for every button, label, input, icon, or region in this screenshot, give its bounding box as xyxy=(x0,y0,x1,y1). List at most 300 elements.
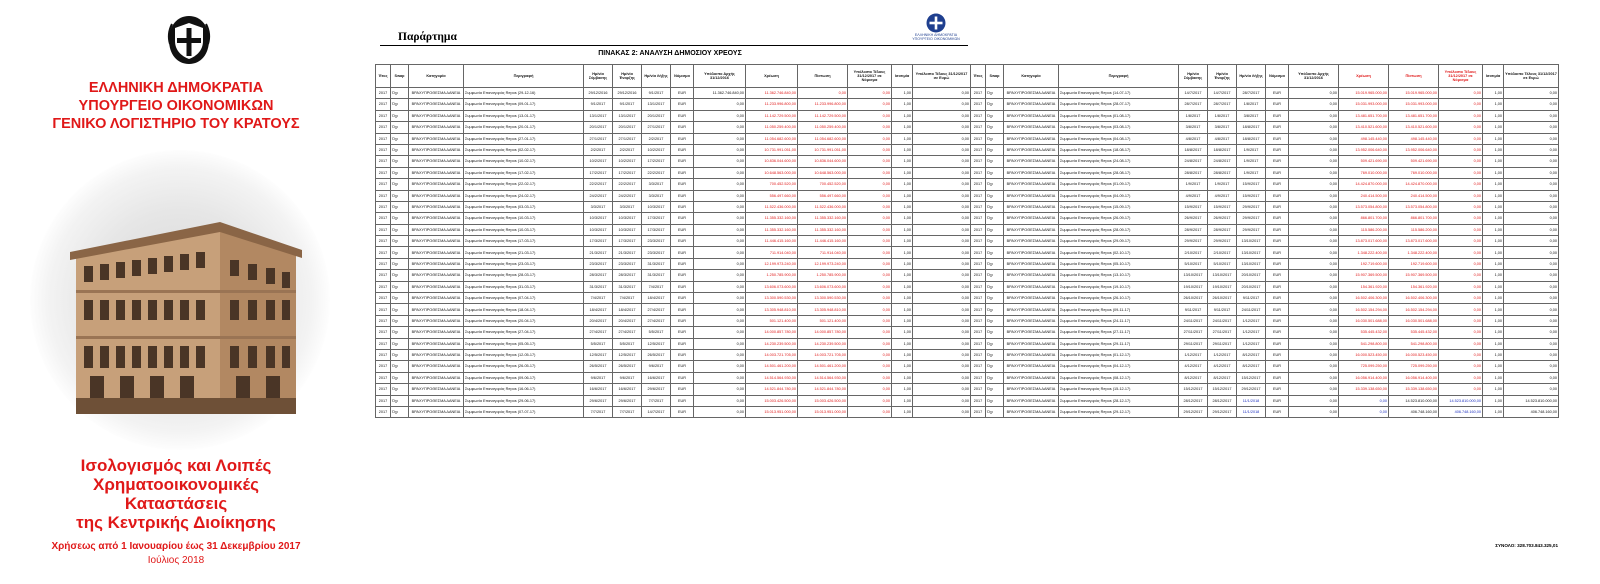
table-cell: 11.054.682.600,00 xyxy=(746,133,798,144)
table-cell: 0,00 xyxy=(1439,110,1483,121)
table-cell: Συμφωνία Επαναγοράς Repos (07-04-17) xyxy=(464,293,584,304)
table-row xyxy=(376,270,971,281)
table-cell: 0,00 xyxy=(694,406,746,417)
table-cell: 556.497.660,00 xyxy=(746,190,798,201)
table-cell: 0,00 xyxy=(848,133,892,144)
table-cell: 2017 xyxy=(971,179,986,190)
table-cell: 27/11/2017 xyxy=(1208,327,1237,338)
table-cell: 0,00 xyxy=(694,270,746,281)
table-cell: 0,00 xyxy=(913,372,971,383)
table-cell: 24/2/2017 xyxy=(584,190,613,201)
table-cell: 2/2/2017 xyxy=(642,133,671,144)
table-cell: 8/12/2017 xyxy=(1237,361,1266,372)
column-header: Κατηγορία xyxy=(409,65,464,88)
table-cell: Όχι xyxy=(986,156,1004,167)
table-cell: 1,00 xyxy=(892,395,913,406)
table-cell: 11.233.996.800,00 xyxy=(798,99,848,110)
table-cell: 15.003.426.500,00 xyxy=(746,395,798,406)
table-cell: EUR xyxy=(671,156,694,167)
table-cell: 0,00 xyxy=(913,236,971,247)
table-cell: 18/8/2017 xyxy=(1179,144,1208,155)
table-cell: 4/8/2017 xyxy=(1208,133,1237,144)
ministry-building-image xyxy=(70,218,302,414)
table-cell: 0,00 xyxy=(1504,144,1559,155)
table-row xyxy=(971,179,1559,190)
table-cell: 0,00 xyxy=(1439,99,1483,110)
table-cell: 11.142.729.500,00 xyxy=(798,110,848,121)
table-cell: 2017 xyxy=(376,395,391,406)
table-cell: 18/4/2017 xyxy=(584,304,613,315)
table-cell: 0,00 xyxy=(1504,338,1559,349)
table-cell: 12.199.973.240,00 xyxy=(746,258,798,269)
table-cell: 1,00 xyxy=(892,270,913,281)
table-cell: Συμφωνία Επαναγοράς Repos (20-04-17) xyxy=(464,315,584,326)
table-cell: 0,00 xyxy=(694,361,746,372)
table-cell: 13/10/2017 xyxy=(1237,258,1266,269)
table-cell: 18/4/2017 xyxy=(642,293,671,304)
table-cell: 1.250.785.900,00 xyxy=(798,270,848,281)
table-cell: 17/3/2017 xyxy=(584,236,613,247)
table-cell: 20/1/2017 xyxy=(613,122,642,133)
table-cell: 9/6/2017 xyxy=(613,372,642,383)
table-row xyxy=(376,258,971,269)
table-cell: 9/1/2017 xyxy=(642,88,671,99)
table-cell: 1,00 xyxy=(892,384,913,395)
table-cell: 0,00 xyxy=(1439,384,1483,395)
table-cell: 509.421.690,00 xyxy=(1339,156,1389,167)
table-cell: 3/8/2017 xyxy=(1208,122,1237,133)
column-header: Ημ/νία Έναρξης xyxy=(1208,65,1237,88)
table-cell: 4/9/2017 xyxy=(1208,190,1237,201)
table-row xyxy=(376,293,971,304)
table-cell: 24/2/2017 xyxy=(613,190,642,201)
table-cell: 16.030.501.688,00 xyxy=(1389,315,1439,326)
table-row xyxy=(376,110,971,121)
table-cell: 541.298.800,00 xyxy=(1389,338,1439,349)
report-title-line-1: Ισολογισμός και Λοιπές xyxy=(80,456,272,475)
table-cell: Συμφωνία Επαναγοράς Repos (04-08-17) xyxy=(1059,133,1179,144)
table-cell: 115.586.200,00 xyxy=(1389,224,1439,235)
table-cell: 2017 xyxy=(971,236,986,247)
table-cell: 14.521.844.780,00 xyxy=(798,384,848,395)
table-row xyxy=(376,213,971,224)
table-cell: 0,00 xyxy=(694,224,746,235)
table-cell: 9/11/2017 xyxy=(1237,293,1266,304)
table-cell: 0,00 xyxy=(848,122,892,133)
table-cell: 2017 xyxy=(971,258,986,269)
table-cell: 29/6/2017 xyxy=(584,395,613,406)
table-cell: 14.424.870.000,00 xyxy=(1389,179,1439,190)
table-cell: 2017 xyxy=(971,144,986,155)
table-cell: 3/3/2017 xyxy=(642,179,671,190)
table-cell: 0,00 xyxy=(1504,99,1559,110)
table-cell: ΒΡΑΧΥΠΡΟΘΕΣΜΑ ΔΑΝΕΙΑ xyxy=(1004,270,1059,281)
table-cell: ΒΡΑΧΥΠΡΟΘΕΣΜΑ ΔΑΝΕΙΑ xyxy=(1004,327,1059,338)
table-cell: 7/4/2017 xyxy=(584,293,613,304)
table-cell: 13.573.054.800,00 xyxy=(1339,201,1389,212)
table-cell: 535.445.432,00 xyxy=(1339,327,1389,338)
table-cell: 13.300.590.530,00 xyxy=(746,293,798,304)
table-cell: 2017 xyxy=(376,361,391,372)
table-cell: 1,00 xyxy=(1483,133,1504,144)
table-cell: 24/11/2017 xyxy=(1179,315,1208,326)
ministry-logo-text xyxy=(900,33,972,41)
table-cell: EUR xyxy=(1266,395,1289,406)
table-cell: 15/12/2017 xyxy=(1208,384,1237,395)
table-cell: 1,00 xyxy=(1483,213,1504,224)
table-cell: EUR xyxy=(1266,224,1289,235)
table-cell: 13.481.651.700,00 xyxy=(1339,110,1389,121)
table-cell: 28/7/2017 xyxy=(1208,99,1237,110)
table-cell: Συμφωνία Επαναγοράς Repos (09-06-17) xyxy=(464,372,584,383)
table-cell: 7/7/2017 xyxy=(584,406,613,417)
column-header: Χρέωση xyxy=(746,65,798,88)
table-row xyxy=(971,349,1559,360)
table-cell: Συμφωνία Επαναγοράς Repos (17-03-17) xyxy=(464,236,584,247)
table-cell: 0,00 xyxy=(913,133,971,144)
greek-coat-of-arms-icon xyxy=(163,14,215,66)
table-cell: 0,00 xyxy=(694,133,746,144)
table-cell: 2017 xyxy=(376,122,391,133)
table-cell: Συμφωνία Επαναγοράς Repos (15-12-17) xyxy=(1059,384,1179,395)
table-cell: EUR xyxy=(671,293,694,304)
table-cell: 28/3/2017 xyxy=(613,270,642,281)
table-cell: Όχι xyxy=(391,190,409,201)
table-cell: 1/12/2017 xyxy=(1237,327,1266,338)
table-cell: Όχι xyxy=(391,167,409,178)
table-cell: 14.514.564.930,00 xyxy=(746,372,798,383)
table-cell: 0,00 xyxy=(1504,179,1559,190)
table-cell: 0,00 xyxy=(848,179,892,190)
table-row xyxy=(971,122,1559,133)
table-cell: 15.907.369.500,00 xyxy=(1389,270,1439,281)
table-cell: 2017 xyxy=(971,338,986,349)
table-cell: 240.414.500,00 xyxy=(1339,190,1389,201)
table-cell: 1,00 xyxy=(892,281,913,292)
table-cell: EUR xyxy=(1266,361,1289,372)
table-cell: 27/1/2017 xyxy=(613,133,642,144)
table-cell: ΒΡΑΧΥΠΡΟΘΕΣΜΑ ΔΑΝΕΙΑ xyxy=(1004,224,1059,235)
table-cell: 17/3/2017 xyxy=(642,213,671,224)
cover-title-line-3: ΓΕΝΙΚΟ ΛΟΓΙΣΤΗΡΙΟ ΤΟΥ ΚΡΑΤΟΥΣ xyxy=(52,116,300,132)
table-row xyxy=(376,236,971,247)
report-title-line-2: Χρηματοοικονομικές xyxy=(93,475,259,494)
table-cell: Όχι xyxy=(391,338,409,349)
table-cell: 11.362.746.840,00 xyxy=(694,88,746,99)
table-cell: 0,00 xyxy=(1504,349,1559,360)
table-cell: ΒΡΑΧΥΠΡΟΘΕΣΜΑ ΔΑΝΕΙΑ xyxy=(409,122,464,133)
table-cell: 2017 xyxy=(376,406,391,417)
table-cell: 2017 xyxy=(376,110,391,121)
table-cell: Όχι xyxy=(986,213,1004,224)
table-cell: Όχι xyxy=(986,133,1004,144)
table-cell: ΒΡΑΧΥΠΡΟΘΕΣΜΑ ΔΑΝΕΙΑ xyxy=(1004,361,1059,372)
table-cell: 1,00 xyxy=(1483,406,1504,417)
column-header: Κατηγορία xyxy=(1004,65,1059,88)
table-cell: 18/4/2017 xyxy=(613,304,642,315)
table-cell: 0,00 xyxy=(848,224,892,235)
table-cell: 0,00 xyxy=(913,338,971,349)
table-cell: Όχι xyxy=(986,247,1004,258)
table-cell: Συμφωνία Επαναγοράς Repos (26-05-17) xyxy=(464,361,584,372)
table-cell: ΒΡΑΧΥΠΡΟΘΕΣΜΑ ΔΑΝΕΙΑ xyxy=(409,236,464,247)
table-cell: 0,00 xyxy=(913,395,971,406)
table-cell: 24/8/2017 xyxy=(1208,156,1237,167)
table-cell: 1,00 xyxy=(892,133,913,144)
table-row xyxy=(971,236,1559,247)
table-cell: 14.000.857.780,00 xyxy=(746,327,798,338)
table-cell: 14/7/2017 xyxy=(1208,88,1237,99)
table-cell: 0,00 xyxy=(913,247,971,258)
column-header: Ημ/νία Λήξης xyxy=(1237,65,1266,88)
table-cell: Συμφωνία Επαναγοράς Repos (15-09-17) xyxy=(1059,201,1179,212)
table-cell: 2017 xyxy=(971,372,986,383)
table-cell: 13/10/2017 xyxy=(1179,270,1208,281)
table-row xyxy=(376,247,971,258)
table-cell: 0,00 xyxy=(694,258,746,269)
table-cell: 0,00 xyxy=(1439,258,1483,269)
table-cell: 28/8/2017 xyxy=(1179,167,1208,178)
table-row xyxy=(376,99,971,110)
table-cell: Όχι xyxy=(391,372,409,383)
table-cell: Όχι xyxy=(391,406,409,417)
table-cell: Συμφωνία Επαναγοράς Repos (29-11-17) xyxy=(1059,338,1179,349)
table-cell: 0,00 xyxy=(1439,338,1483,349)
table-row xyxy=(376,88,971,99)
debt-table-right xyxy=(970,64,1559,418)
table-title: ΠΙΝΑΚΑΣ 2: ΑΝΑΛΥΣΗ ΔΗΜΟΣΙΟΥ ΧΡΕΟΥΣ xyxy=(598,50,742,57)
table-cell: 15/9/2017 xyxy=(1237,190,1266,201)
table-cell: 16.030.501.688,00 xyxy=(1339,315,1389,326)
table-cell: 0,00 xyxy=(1289,395,1339,406)
table-cell: 26/10/2017 xyxy=(1179,293,1208,304)
table-cell: 0,00 xyxy=(1439,270,1483,281)
table-cell: EUR xyxy=(671,201,694,212)
column-header: Περιγραφή xyxy=(1059,65,1179,88)
table-row xyxy=(376,201,971,212)
table-cell: 0,00 xyxy=(694,247,746,258)
table-cell: 10/3/2017 xyxy=(613,224,642,235)
table-cell: 0,00 xyxy=(1289,338,1339,349)
table-cell: Συμφωνία Επαναγοράς Repos (17-02-17) xyxy=(464,167,584,178)
table-cell: 3/3/2017 xyxy=(613,201,642,212)
annex-page xyxy=(370,0,1600,584)
table-cell: 2017 xyxy=(971,270,986,281)
table-cell: EUR xyxy=(671,395,694,406)
table-cell: Συμφωνία Επαναγοράς Repos (05-05-17) xyxy=(464,338,584,349)
table-row xyxy=(376,406,971,417)
table-cell: 535.445.432,00 xyxy=(1389,327,1439,338)
table-cell: Όχι xyxy=(986,304,1004,315)
table-cell: 1,00 xyxy=(892,110,913,121)
table-cell: 1,00 xyxy=(1483,190,1504,201)
table-cell: 7/7/2017 xyxy=(613,406,642,417)
table-cell: EUR xyxy=(671,110,694,121)
table-cell: 0,00 xyxy=(913,293,971,304)
table-cell: 0,00 xyxy=(1289,144,1339,155)
table-cell: 1/12/2017 xyxy=(1208,349,1237,360)
table-cell: ΒΡΑΧΥΠΡΟΘΕΣΜΑ ΔΑΝΕΙΑ xyxy=(1004,179,1059,190)
table-cell: 16/6/2017 xyxy=(584,384,613,395)
table-cell: 0,00 xyxy=(694,338,746,349)
table-cell: Συμφωνία Επαναγοράς Repos (28-08-17) xyxy=(1059,167,1179,178)
table-cell: 16.056.914.400,00 xyxy=(1389,372,1439,383)
table-cell: Όχι xyxy=(391,236,409,247)
table-cell: 0,00 xyxy=(913,156,971,167)
table-cell: Όχι xyxy=(986,122,1004,133)
table-cell: 0,00 xyxy=(1504,133,1559,144)
table-cell: 1,00 xyxy=(892,406,913,417)
table-cell: 18/8/2017 xyxy=(1208,144,1237,155)
table-cell: 1,00 xyxy=(1483,315,1504,326)
table-cell: 10/2/2017 xyxy=(642,144,671,155)
table-cell: 7/4/2017 xyxy=(642,281,671,292)
table-cell: 9/1/2017 xyxy=(613,99,642,110)
table-cell: 9/6/2017 xyxy=(642,361,671,372)
table-cell: 24/11/2017 xyxy=(1208,315,1237,326)
table-cell: 0,00 xyxy=(848,110,892,121)
table-cell: 0,00 xyxy=(1439,247,1483,258)
table-cell: 2017 xyxy=(376,315,391,326)
table-cell: 0,00 xyxy=(694,293,746,304)
table-cell: 2017 xyxy=(376,88,391,99)
table-cell: 700.452.520,00 xyxy=(798,179,848,190)
table-cell: 0,00 xyxy=(1439,349,1483,360)
table-row xyxy=(376,304,971,315)
table-cell: 0,00 xyxy=(1289,349,1339,360)
table-cell: 13.952.006.640,00 xyxy=(1389,144,1439,155)
table-cell: 18/8/2017 xyxy=(1237,133,1266,144)
table-cell: 2017 xyxy=(376,338,391,349)
table-cell: 2017 xyxy=(376,327,391,338)
table-cell: EUR xyxy=(1266,179,1289,190)
table-cell: 1,00 xyxy=(1483,338,1504,349)
table-cell: 2017 xyxy=(376,304,391,315)
table-cell: 1,00 xyxy=(1483,372,1504,383)
table-cell: 0,00 xyxy=(913,224,971,235)
table-cell: 14.003.721.705,00 xyxy=(746,349,798,360)
table-cell: 0,00 xyxy=(1289,201,1339,212)
column-header: Swap xyxy=(391,65,409,88)
table-cell: 0,00 xyxy=(913,406,971,417)
table-cell: 541.298.800,00 xyxy=(1339,338,1389,349)
table-cell: 4/12/2017 xyxy=(1208,361,1237,372)
table-cell: Συμφωνία Επαναγοράς Repos (23-03-17) xyxy=(464,258,584,269)
total-value: 328.703.843.325,01 xyxy=(1517,543,1558,548)
table-cell: 14/7/2017 xyxy=(1179,88,1208,99)
table-row xyxy=(971,99,1559,110)
table-body-left xyxy=(376,88,971,418)
table-cell: 20/1/2017 xyxy=(642,110,671,121)
table-cell: 5/5/2017 xyxy=(613,338,642,349)
table-cell: 2017 xyxy=(971,88,986,99)
table-cell: 2017 xyxy=(971,293,986,304)
table-cell: 10.731.991.051,00 xyxy=(746,144,798,155)
table-cell: EUR xyxy=(671,144,694,155)
table-cell: 11.355.332.160,00 xyxy=(798,224,848,235)
table-cell: 0,00 xyxy=(1439,133,1483,144)
table-cell: 11.050.259.400,00 xyxy=(746,122,798,133)
table-cell: 0,00 xyxy=(1439,304,1483,315)
table-cell: 0,00 xyxy=(913,349,971,360)
table-cell: Όχι xyxy=(986,293,1004,304)
table-cell: ΒΡΑΧΥΠΡΟΘΕΣΜΑ ΔΑΝΕΙΑ xyxy=(409,304,464,315)
table-cell: EUR xyxy=(671,327,694,338)
table-cell: 0,00 xyxy=(1504,372,1559,383)
table-cell: 0,00 xyxy=(1439,372,1483,383)
table-cell: 13/1/2017 xyxy=(642,99,671,110)
table-cell: Συμφωνία Επαναγοράς Repos (04-09-17) xyxy=(1059,190,1179,201)
table-cell: 14.523.810.000,00 xyxy=(1389,395,1439,406)
table-row xyxy=(376,315,971,326)
table-cell: 1,00 xyxy=(1483,144,1504,155)
table-cell: 1,00 xyxy=(1483,224,1504,235)
table-row xyxy=(971,258,1559,269)
table-cell: 0,00 xyxy=(1439,293,1483,304)
table-cell: 0,00 xyxy=(1289,304,1339,315)
column-header: Υπόλοιπο Αρχής 31/12/2016 xyxy=(1289,65,1339,88)
table-row xyxy=(971,304,1559,315)
table-cell: 13.305.948.810,00 xyxy=(798,304,848,315)
table-cell: 1,00 xyxy=(892,88,913,99)
table-cell: EUR xyxy=(1266,384,1289,395)
table-cell: Συμφωνία Επαναγοράς Repos (18-04-17) xyxy=(464,304,584,315)
table-cell: Όχι xyxy=(986,99,1004,110)
table-cell: 17/3/2017 xyxy=(613,236,642,247)
table-cell: 27/11/2017 xyxy=(1179,327,1208,338)
table-cell: 1,00 xyxy=(892,372,913,383)
table-cell: 1,00 xyxy=(1483,99,1504,110)
table-cell: 0,00 xyxy=(1504,236,1559,247)
table-cell: 10/3/2017 xyxy=(584,224,613,235)
table-cell: ΒΡΑΧΥΠΡΟΘΕΣΜΑ ΔΑΝΕΙΑ xyxy=(1004,144,1059,155)
table-cell: Συμφωνία Επαναγοράς Repos (13-01-17) xyxy=(464,110,584,121)
table-cell: 20/4/2017 xyxy=(613,315,642,326)
table-row xyxy=(971,190,1559,201)
table-cell: ΒΡΑΧΥΠΡΟΘΕΣΜΑ ΔΑΝΕΙΑ xyxy=(409,372,464,383)
table-row xyxy=(971,384,1559,395)
table-cell: 1,00 xyxy=(892,190,913,201)
table-cell: 1,00 xyxy=(1483,384,1504,395)
table-cell: 13.300.590.530,00 xyxy=(798,293,848,304)
table-cell: 14.514.564.930,00 xyxy=(798,372,848,383)
table-cell: 10/2/2017 xyxy=(584,156,613,167)
table-cell: 15.003.426.500,00 xyxy=(798,395,848,406)
table-cell: Συμφωνία Επαναγοράς Repos (28-07-17) xyxy=(1059,99,1179,110)
table-cell: 769.010.000,00 xyxy=(1339,167,1389,178)
table-cell: 10/3/2017 xyxy=(613,213,642,224)
table-cell: Όχι xyxy=(986,179,1004,190)
table-cell: EUR xyxy=(1266,110,1289,121)
table-cell: Όχι xyxy=(986,384,1004,395)
table-cell: ΒΡΑΧΥΠΡΟΘΕΣΜΑ ΔΑΝΕΙΑ xyxy=(1004,99,1059,110)
table-cell: 14/7/2017 xyxy=(642,406,671,417)
table-cell: Όχι xyxy=(986,315,1004,326)
table-cell: 1,00 xyxy=(1483,156,1504,167)
table-cell: 16/6/2017 xyxy=(613,384,642,395)
table-cell: Όχι xyxy=(391,327,409,338)
table-row xyxy=(376,327,971,338)
table-cell: EUR xyxy=(671,236,694,247)
table-cell: 2017 xyxy=(971,304,986,315)
table-cell: 11.522.436.000,00 xyxy=(746,201,798,212)
table-cell: 0,00 xyxy=(1289,258,1339,269)
table-cell: 0,00 xyxy=(1439,167,1483,178)
table-cell: 29/12/2017 xyxy=(1237,384,1266,395)
table-cell: 2017 xyxy=(376,281,391,292)
table-cell: EUR xyxy=(671,224,694,235)
column-header: Έτος xyxy=(376,65,391,88)
